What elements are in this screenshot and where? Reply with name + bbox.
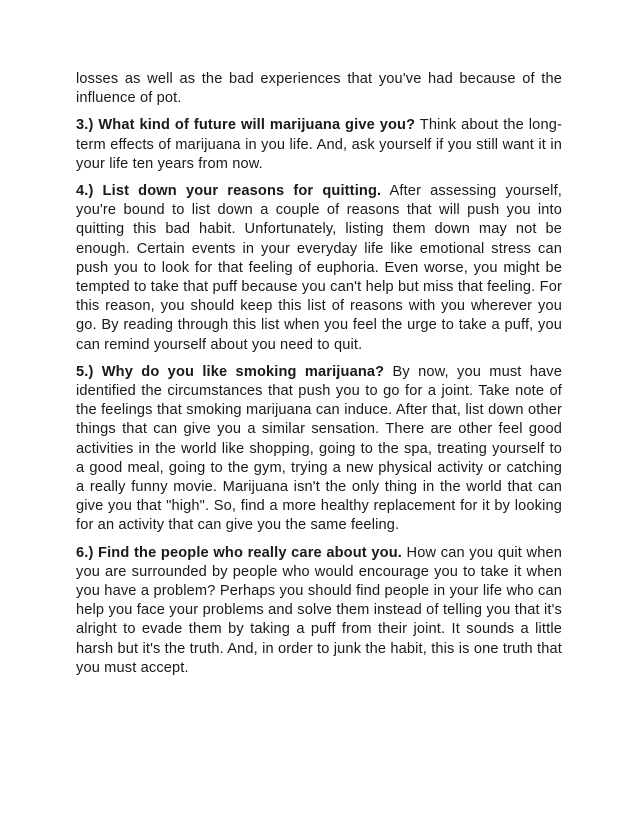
paragraph-body: By now, you must have identified the circumstances that push you to go for a joint. Take note of the feelings that smoking marijuana can induce. After that, list down other things that can give you a similar sensation. There are other feel good activities in the world like shopping, going to the spa, treating yourself to a good meal, going to the gym, trying a new physical activity or catching a really funny movie. Marijuana isn't the only thing in the world that can give you that "high". So, find a more healthy replacement for it by looking for an activity that can give you the same feeling.: [76, 363, 563, 534]
paragraph-body: After assessing yourself, you're bound to list down a couple of reasons that will push you into quitting this bad habit. Unfortunately, listing them down may not be enough. Certain events in your everyday life like emotional stress can push you to look for that feeling of euphoria. Even worse, you might be tempted to take that puff because you can't help but miss that feeling. For this reason, you should keep this list of reasons with you wherever you go. By reading through this list when you feel the urge to take a puff, you can remind yourself about you need to quit.: [76, 183, 562, 353]
paragraph-body: losses as well as the bad experiences that you've had because of the influence of pot.: [76, 71, 562, 107]
paragraph-heading: 6.) Find the people who really care about you.: [76, 544, 402, 561]
paragraph-item-3: [76, 116, 562, 174]
document-page: [76, 70, 562, 686]
paragraph-heading: 3.) What kind of future will marijuana give you?: [76, 117, 416, 134]
paragraph-heading: 4.) List down your reasons for quitting.: [76, 183, 382, 200]
paragraph-heading: 5.) Why do you like smoking marijuana?: [76, 363, 385, 380]
paragraph-continuation: [76, 70, 562, 108]
paragraph-item-6: [76, 544, 562, 678]
paragraph-item-5: [76, 363, 562, 536]
paragraph-body: How can you quit when you are surrounded by people who would encourage you to take it when you have a problem? Perhaps you should find people in your life who can help you face your problems and solve them instead of telling you that it's alright to evade them by taking a puff from their joint. It sounds a little harsh but it's the truth. And, in order to junk the habit, this is one truth that you must accept.: [76, 544, 562, 676]
paragraph-item-4: [76, 182, 562, 355]
paragraph-body: Think about the long-term effects of marijuana in you life. And, ask yourself if you still want it in your life ten years from now.: [76, 117, 562, 172]
